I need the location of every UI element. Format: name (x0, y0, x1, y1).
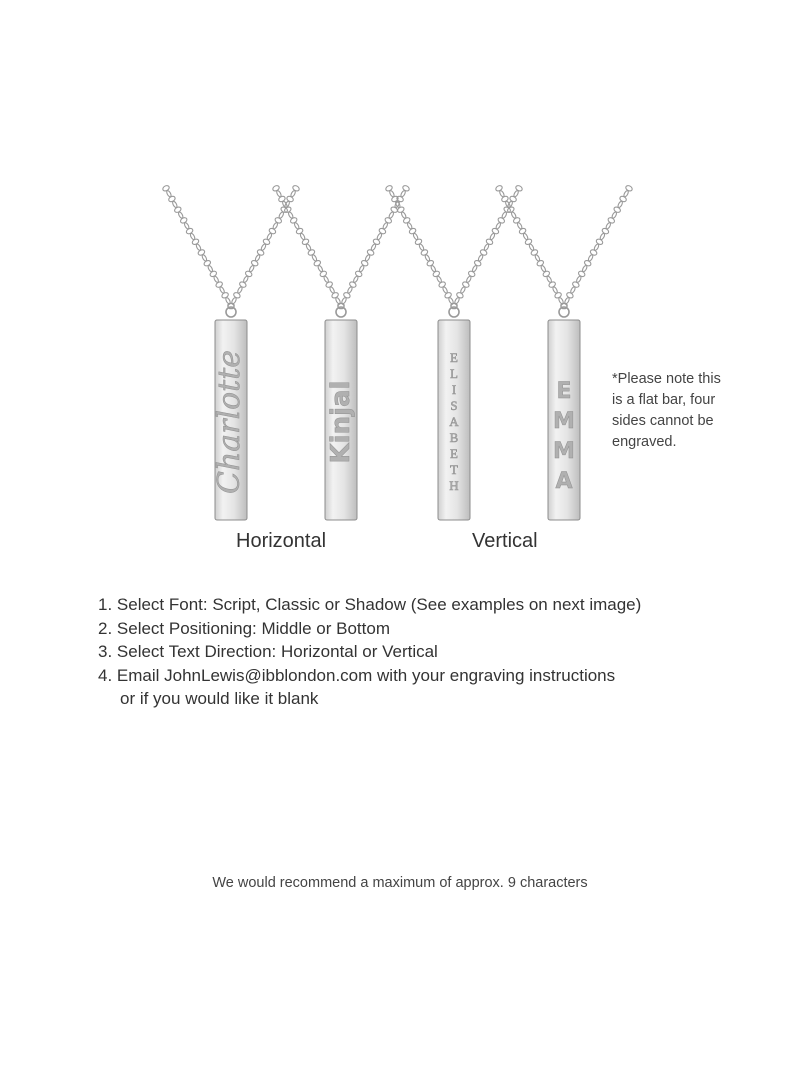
engraved-letter: A (449, 414, 459, 429)
pendant-bar (548, 307, 580, 520)
flat-bar-note (612, 369, 752, 453)
engraved-letter: S (450, 398, 458, 413)
step-item (98, 617, 738, 641)
note-line: engraved. (612, 434, 677, 450)
engraved-letter: M (553, 409, 575, 434)
caption-vertical: Vertical (472, 530, 538, 552)
engraved-letter: H (449, 478, 459, 493)
engraving-steps (98, 593, 738, 711)
pendant-bar (212, 307, 247, 520)
note-line: is a flat bar, four (612, 392, 716, 408)
engraved-letter: I (451, 382, 457, 397)
step-text: 1. Select Font: Script, Classic or Shadow (See examples on next image) (98, 595, 642, 614)
engraved-letter: L (450, 366, 458, 381)
caption-horizontal: Horizontal (236, 530, 327, 552)
pendant-bar (438, 307, 470, 520)
step-item (98, 593, 738, 617)
step-continuation: or if you would like it blank (120, 689, 319, 708)
note-line: sides cannot be (612, 413, 714, 429)
engraved-letter: T (450, 462, 458, 477)
step-text: 4. Email JohnLewis@ibblondon.com with your engraving instructions (98, 665, 616, 685)
pendant-bar (325, 307, 357, 520)
step-item (98, 640, 738, 664)
character-recommendation: We would recommend a maximum of approx. 9 characters (212, 875, 588, 891)
engraved-letter: E (450, 350, 458, 365)
engraved-letter: E (450, 446, 458, 461)
step-item (98, 664, 738, 711)
engraved-letter: A (555, 469, 573, 494)
engraved-name: Charlotte (212, 349, 247, 495)
step-text: 3. Select Text Direction: Horizontal or Vertical (98, 642, 438, 661)
engraved-letter: M (553, 439, 575, 464)
step-text: 2. Select Positioning: Middle or Bottom (98, 618, 390, 638)
engraved-letter: B (449, 430, 459, 445)
engraved-name: Kinjal (326, 380, 356, 464)
note-line: *Please note this (612, 371, 721, 387)
engraved-letter: E (556, 379, 572, 404)
